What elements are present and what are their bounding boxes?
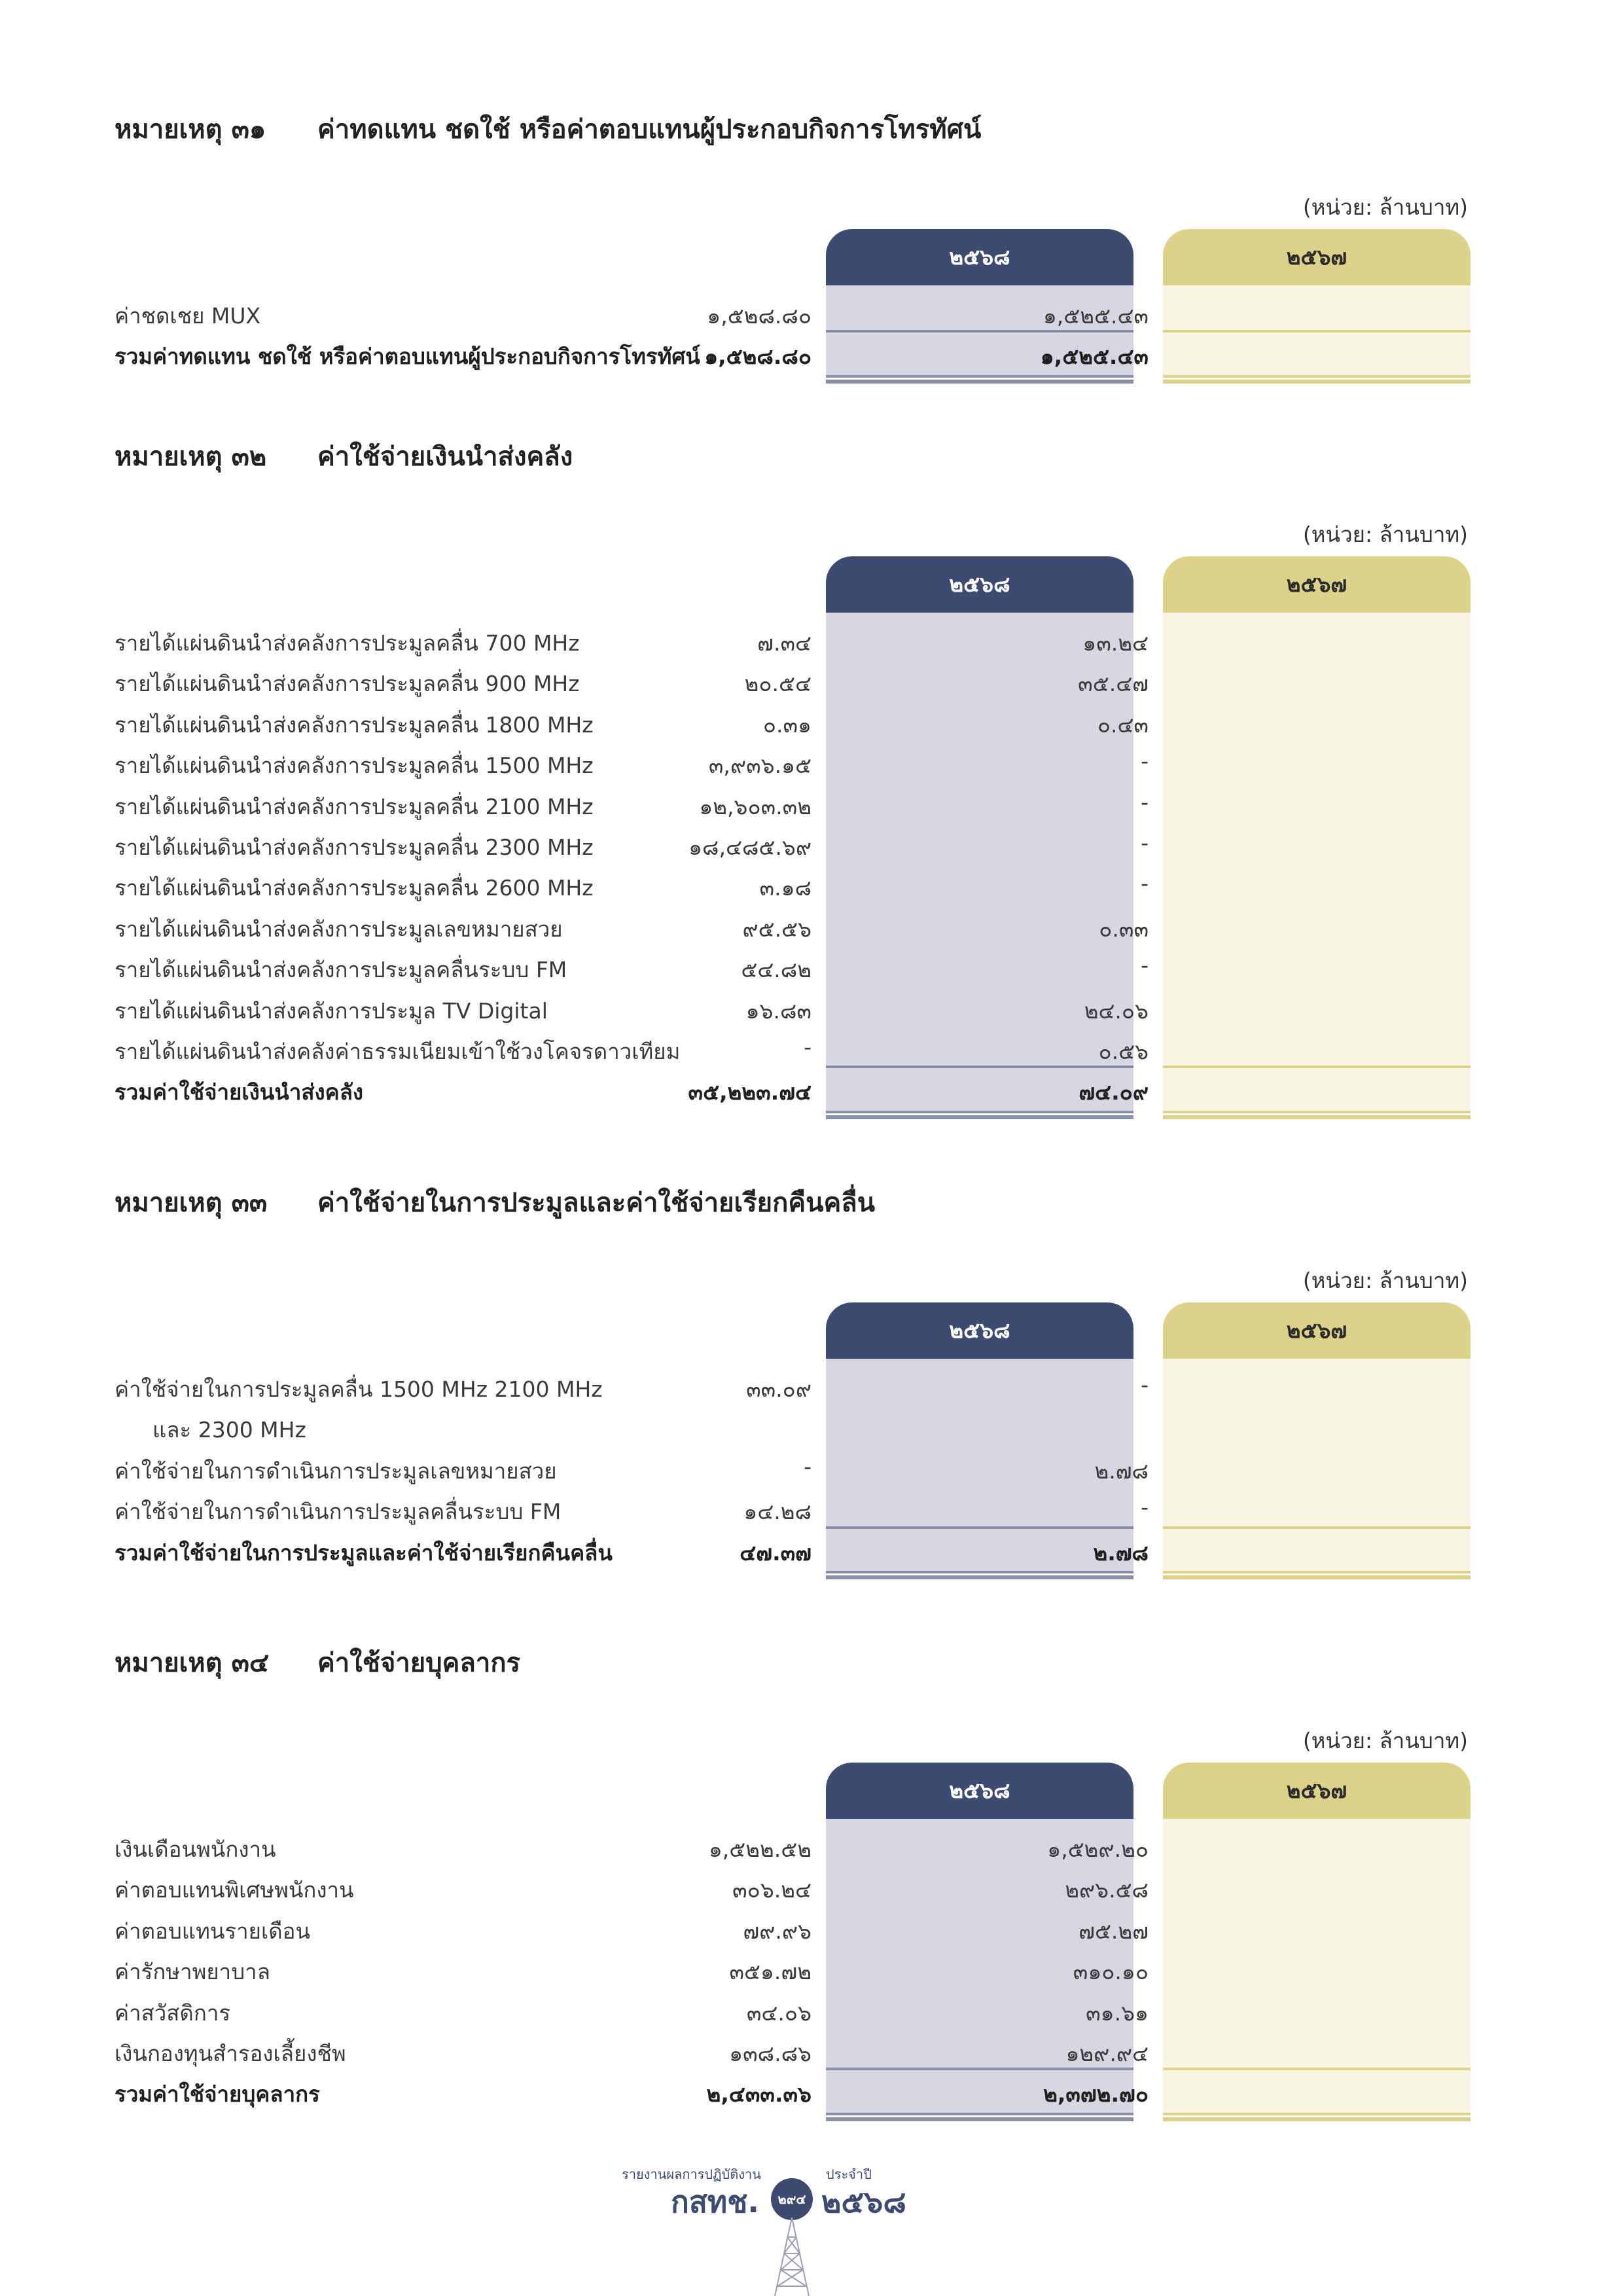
column-header: ๒๕๖๘ bbox=[826, 1302, 1133, 1359]
column-header: ๒๕๖๘ bbox=[826, 1763, 1133, 1819]
table-row bbox=[115, 2031, 1469, 2072]
row-label: ค่าตอบแทนพิเศษพนักงาน bbox=[115, 1877, 354, 1903]
row-label: รายได้แผ่นดินนำส่งคลังการประมูลคลื่น 900 MHz bbox=[115, 671, 580, 697]
page-number-badge bbox=[771, 2178, 813, 2220]
value-current-year: ๙๕.๕๖ bbox=[742, 916, 812, 942]
value-current-year: ๑๖.๘๓ bbox=[745, 997, 812, 1024]
value-prior-year: ๓๑.๖๑ bbox=[1086, 2000, 1149, 2026]
value-current-year: ๗๙.๙๖ bbox=[743, 1918, 812, 1944]
double-rule bbox=[826, 1111, 1133, 1113]
double-rule bbox=[1163, 1575, 1471, 1579]
value-prior-year: ๗๔.๐๙ bbox=[1079, 1079, 1149, 1105]
value-current-year: ๑๔.๒๘ bbox=[743, 1499, 812, 1525]
row-label: รายได้แผ่นดินนำส่งคลังการประมูลคลื่นระบบ FM bbox=[115, 957, 567, 983]
column-header: ๒๕๖๘ bbox=[826, 556, 1133, 613]
row-label: รายได้แผ่นดินนำส่งคลังการประมูลคลื่น 700 MHz bbox=[115, 630, 580, 656]
row-label: ค่ารักษาพยาบาล bbox=[115, 1959, 270, 1985]
value-prior-year: ๑๒๙.๙๔ bbox=[1065, 2041, 1149, 2066]
double-rule bbox=[826, 2113, 1133, 2115]
tower-icon bbox=[766, 2217, 818, 2296]
note-title: ค่าทดแทน ชดใช้ หรือค่าตอบแทนผู้ประกอบกิจการโทรทัศน์ bbox=[317, 115, 982, 145]
value-prior-year: - bbox=[1141, 952, 1149, 978]
value-prior-year: ๒.๗๘ bbox=[1093, 1539, 1149, 1566]
column-current-year bbox=[826, 1302, 1133, 1359]
value-prior-year: ๐.๔๓ bbox=[1097, 711, 1149, 738]
row-label: รายได้แผ่นดินนำส่งคลังการประมูลคลื่น 2600 MHz bbox=[115, 875, 594, 901]
total-row bbox=[115, 1069, 1469, 1110]
total-row bbox=[115, 334, 1469, 374]
double-rule bbox=[1163, 1115, 1471, 1119]
row-label: รายได้แผ่นดินนำส่งคลังการประมูลคลื่น 2300 MHz bbox=[115, 834, 594, 860]
value-current-year: ๗.๓๔ bbox=[757, 630, 812, 656]
table-row bbox=[115, 1407, 1469, 1448]
value-prior-year: - bbox=[1141, 748, 1149, 774]
double-rule bbox=[826, 2117, 1133, 2121]
double-rule bbox=[1163, 2113, 1471, 2115]
value-current-year: ๓๕,๒๒๓.๗๔ bbox=[688, 1079, 812, 1105]
footer-year: ๒๕๖๘ bbox=[821, 2184, 906, 2219]
table-row bbox=[115, 1029, 1469, 1069]
value-current-year: ๓๕๑.๗๒ bbox=[729, 1959, 812, 1985]
footer-org: กสทช. bbox=[671, 2184, 759, 2219]
value-prior-year: ๑๓.๒๔ bbox=[1082, 630, 1149, 656]
column-header: ๒๕๖๗ bbox=[1163, 1302, 1471, 1359]
value-prior-year: ๒.๗๘ bbox=[1094, 1458, 1149, 1484]
value-current-year: ๓๔.๐๖ bbox=[746, 2000, 812, 2026]
note-number: หมายเหตุ ๓๒ bbox=[115, 442, 267, 472]
note-heading bbox=[115, 108, 981, 150]
table-row bbox=[115, 1827, 1469, 1867]
value-prior-year: - bbox=[1141, 1372, 1149, 1397]
value-current-year: ๒๐.๕๔ bbox=[744, 671, 812, 697]
value-current-year: ๑๒,๖๐๓.๓๒ bbox=[699, 793, 812, 819]
value-prior-year: ๑,๕๒๙.๒๐ bbox=[1047, 1837, 1149, 1862]
value-prior-year: - bbox=[1141, 830, 1149, 855]
column-header: ๒๕๖๗ bbox=[1163, 556, 1471, 613]
table-row bbox=[115, 293, 1469, 334]
double-rule bbox=[826, 1115, 1133, 1119]
table-row bbox=[115, 1990, 1469, 2031]
value-current-year: ๑,๕๒๘.๘๐ bbox=[704, 344, 812, 370]
value-prior-year: ๓๕.๔๗ bbox=[1078, 671, 1149, 697]
row-label: รายได้แผ่นดินนำส่งคลังการประมูลคลื่น 1500 MHz bbox=[115, 753, 594, 779]
value-prior-year: ๒,๓๗๒.๗๐ bbox=[1043, 2081, 1149, 2108]
double-rule bbox=[1163, 380, 1471, 384]
table-row bbox=[115, 1448, 1469, 1489]
value-current-year: ๑,๕๒๒.๕๒ bbox=[708, 1837, 812, 1862]
value-current-year: ๕๔.๘๒ bbox=[741, 957, 812, 983]
note-heading bbox=[115, 435, 573, 477]
page-number: ๒๙๔ bbox=[777, 2191, 806, 2207]
table-row bbox=[115, 784, 1469, 825]
row-label: รายได้แผ่นดินนำส่งคลังค่าธรรมเนียมเข้าใช้วงโคจรดาวเทียม bbox=[115, 1039, 681, 1064]
double-rule bbox=[826, 1571, 1133, 1573]
row-label: ค่าสวัสดิการ bbox=[115, 2000, 231, 2026]
value-prior-year: ๑,๕๒๕.๔๓ bbox=[1040, 344, 1149, 370]
table-row bbox=[115, 1909, 1469, 1949]
double-rule bbox=[1163, 1571, 1471, 1573]
row-label: ค่าชดเชย MUX bbox=[115, 303, 261, 329]
table-row bbox=[115, 1367, 1469, 1407]
row-label: รวมค่าใช้จ่ายบุคลากร bbox=[115, 2081, 320, 2108]
table-row bbox=[115, 865, 1469, 906]
table-row bbox=[115, 825, 1469, 865]
double-rule bbox=[1163, 375, 1471, 378]
double-rule bbox=[826, 380, 1133, 384]
note-number: หมายเหตุ ๓๓ bbox=[115, 1188, 268, 1218]
value-prior-year: ๒๙๖.๕๘ bbox=[1065, 1877, 1149, 1903]
row-label: รวมค่าใช้จ่ายเงินนำส่งคลัง bbox=[115, 1079, 364, 1105]
row-label: รายได้แผ่นดินนำส่งคลังการประมูลคลื่น 2100 MHz bbox=[115, 793, 594, 819]
column-current-year bbox=[826, 1763, 1133, 1819]
column-current-year bbox=[826, 556, 1133, 613]
column-prior-year bbox=[1163, 229, 1471, 285]
double-rule bbox=[826, 375, 1133, 378]
row-label: และ 2300 MHz bbox=[152, 1417, 306, 1443]
value-current-year: ๓.๑๘ bbox=[759, 875, 812, 901]
value-current-year: ๒,๔๓๓.๓๖ bbox=[706, 2081, 812, 2108]
column-header: ๒๕๖๗ bbox=[1163, 229, 1471, 285]
value-prior-year: ๐.๓๓ bbox=[1099, 916, 1149, 942]
row-label: ค่าใช้จ่ายในการดำเนินการประมูลคลื่นระบบ FM bbox=[115, 1499, 562, 1525]
footer-caption-left: รายงานผลการปฏิบัติงาน bbox=[622, 2166, 761, 2182]
note-title: ค่าใช้จ่ายเงินนำส่งคลัง bbox=[317, 442, 573, 472]
value-prior-year: ๗๕.๒๗ bbox=[1079, 1918, 1149, 1944]
value-prior-year: - bbox=[1141, 870, 1149, 897]
column-prior-year bbox=[1163, 1763, 1471, 1819]
table-row bbox=[115, 743, 1469, 783]
double-rule bbox=[1163, 1111, 1471, 1113]
footer bbox=[0, 2160, 1623, 2295]
table-row bbox=[115, 947, 1469, 988]
value-current-year: ๑,๕๒๘.๘๐ bbox=[707, 303, 812, 329]
footer-caption-right: ประจำปี bbox=[826, 2166, 872, 2182]
value-prior-year: - bbox=[1141, 1494, 1149, 1520]
table-row bbox=[115, 906, 1469, 947]
value-current-year: - bbox=[804, 1453, 812, 1479]
column-prior-year bbox=[1163, 1302, 1471, 1359]
row-label: รายได้แผ่นดินนำส่งคลังการประมูล TV Digital bbox=[115, 997, 548, 1024]
value-current-year: ๐.๓๑ bbox=[762, 711, 812, 738]
table-row bbox=[115, 702, 1469, 743]
value-current-year: ๓,๙๓๖.๑๕ bbox=[708, 753, 812, 779]
table-row bbox=[115, 1867, 1469, 1908]
value-prior-year: - bbox=[1141, 789, 1149, 815]
unit-label: (หน่วย: ล้านบาท) bbox=[1302, 1728, 1468, 1753]
row-label: ค่าตอบแทนรายเดือน bbox=[115, 1918, 311, 1944]
column-current-year bbox=[826, 229, 1133, 285]
note-title: ค่าใช้จ่ายในการประมูลและค่าใช้จ่ายเรียกคืนคลื่น bbox=[317, 1188, 876, 1218]
double-rule bbox=[1163, 2117, 1471, 2121]
row-label: รายได้แผ่นดินนำส่งคลังการประมูลคลื่น 1800 MHz bbox=[115, 711, 594, 738]
value-current-year: ๑๓๘.๘๖ bbox=[729, 2041, 812, 2066]
column-header: ๒๕๖๗ bbox=[1163, 1763, 1471, 1819]
note-number: หมายเหตุ ๓๔ bbox=[115, 1648, 270, 1678]
value-current-year: - bbox=[804, 1034, 812, 1060]
total-row bbox=[115, 2072, 1469, 2112]
value-prior-year: ๑,๕๒๕.๔๓ bbox=[1043, 303, 1149, 329]
value-prior-year: ๓๑๐.๑๐ bbox=[1073, 1959, 1149, 1985]
row-label: รายได้แผ่นดินนำส่งคลังการประมูลเลขหมายสวย bbox=[115, 916, 563, 942]
note-heading bbox=[115, 1181, 875, 1223]
row-label: เงินเดือนพนักงาน bbox=[115, 1837, 276, 1862]
row-label: เงินกองทุนสำรองเลี้ยงชีพ bbox=[115, 2041, 346, 2066]
column-prior-year bbox=[1163, 556, 1471, 613]
note-title: ค่าใช้จ่ายบุคลากร bbox=[317, 1648, 521, 1678]
table-row bbox=[115, 1949, 1469, 1990]
row-label: ค่าใช้จ่ายในการประมูลคลื่น 1500 MHz 2100 MHz bbox=[115, 1376, 603, 1402]
column-header: ๒๕๖๘ bbox=[826, 229, 1133, 285]
row-label: ค่าใช้จ่ายในการดำเนินการประมูลเลขหมายสวย bbox=[115, 1458, 557, 1484]
value-current-year: ๔๗.๓๗ bbox=[740, 1539, 812, 1566]
table-row bbox=[115, 661, 1469, 702]
double-rule bbox=[826, 1575, 1133, 1579]
note-heading bbox=[115, 1641, 520, 1683]
row-label: รวมค่าทดแทน ชดใช้ หรือค่าตอบแทนผู้ประกอบกิจการโทรทัศน์ bbox=[115, 344, 700, 370]
row-label: รวมค่าใช้จ่ายในการประมูลและค่าใช้จ่ายเรียกคืนคลื่น bbox=[115, 1539, 613, 1566]
note-number: หมายเหตุ ๓๑ bbox=[115, 115, 266, 145]
unit-label: (หน่วย: ล้านบาท) bbox=[1302, 194, 1468, 220]
value-prior-year: ๐.๕๖ bbox=[1098, 1039, 1149, 1064]
table-row bbox=[115, 620, 1469, 661]
value-current-year: ๑๘,๔๘๕.๖๙ bbox=[688, 834, 812, 860]
unit-label: (หน่วย: ล้านบาท) bbox=[1302, 522, 1468, 547]
total-row bbox=[115, 1530, 1469, 1571]
value-current-year: ๓๓.๐๙ bbox=[746, 1376, 812, 1402]
value-current-year: ๓๐๖.๒๔ bbox=[732, 1877, 812, 1903]
unit-label: (หน่วย: ล้านบาท) bbox=[1302, 1268, 1468, 1293]
table-row bbox=[115, 988, 1469, 1029]
table-row bbox=[115, 1489, 1469, 1530]
value-prior-year: ๒๔.๐๖ bbox=[1084, 997, 1149, 1024]
